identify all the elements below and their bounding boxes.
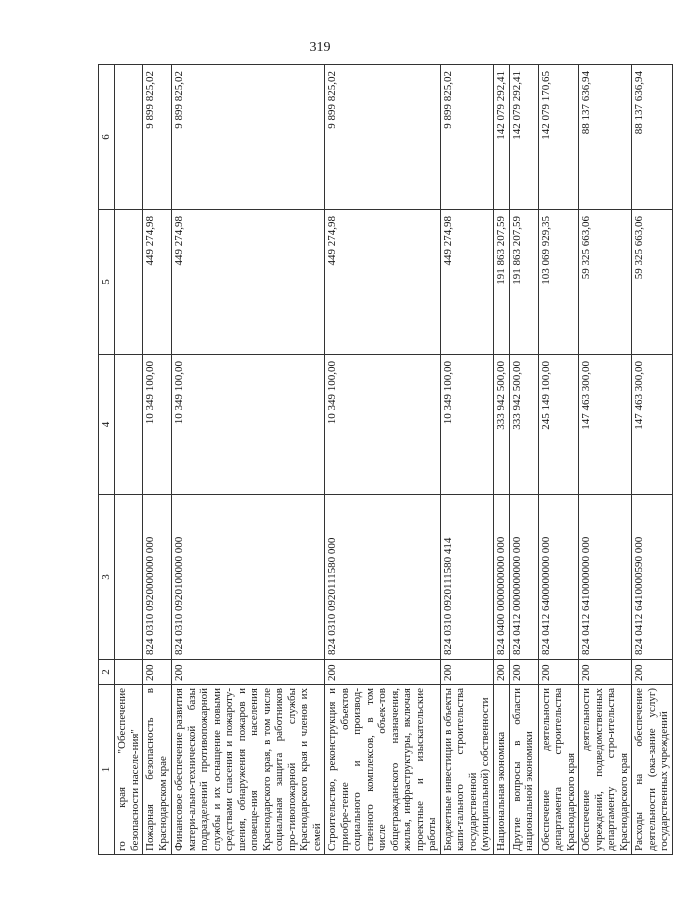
row-description: Национальная экономика [493,685,509,855]
row-kbk: 824 0310 0920111580 414 [440,495,493,660]
row-remainder [115,65,143,210]
row-code: 200 [325,660,441,685]
row-executed: 449 274,98 [172,210,325,355]
page-number: 319 [309,40,331,55]
row-remainder: 9 899 825,02 [325,65,441,210]
row-code: 200 [538,660,579,685]
row-executed: 191 863 207,59 [493,210,509,355]
row-kbk [115,495,143,660]
row-kbk: 824 0400 0000000000 000 [493,495,509,660]
row-plan: 333 942 500,00 [493,355,509,495]
header-cell: 3 [99,495,115,660]
table-row [493,65,509,855]
table-row [632,65,673,855]
row-remainder: 142 079 292,41 [493,65,509,210]
header-cell: 4 [99,355,115,495]
table-row [509,65,538,855]
table-row [172,65,325,855]
row-code [115,660,143,685]
row-plan: 10 349 100,00 [440,355,493,495]
rotated-table-container [98,65,670,855]
row-plan: 10 349 100,00 [172,355,325,495]
row-plan: 10 349 100,00 [325,355,441,495]
row-remainder: 88 137 636,94 [632,65,673,210]
row-code: 200 [493,660,509,685]
row-executed: 449 274,98 [440,210,493,355]
row-kbk: 824 0412 6410000000 000 [579,495,632,660]
table-row [440,65,493,855]
row-plan [115,355,143,495]
row-code: 200 [579,660,632,685]
row-code: 200 [440,660,493,685]
row-remainder: 142 079 292,41 [509,65,538,210]
row-kbk: 824 0310 0920111580 000 [325,495,441,660]
row-description: Обеспечение деятельности департамента строительства Краснодарского края [538,685,579,855]
header-cell: 6 [99,65,115,210]
row-remainder: 9 899 825,02 [143,65,172,210]
row-description: Другие вопросы в области национальной экономики [509,685,538,855]
row-executed: 103 069 929,35 [538,210,579,355]
row-description: Обеспечение деятельности учреждений, подведомственных департаменту стро-ительства Краснодарского края [579,685,632,855]
table-header-row [99,65,115,855]
row-plan: 245 149 100,00 [538,355,579,495]
header-cell: 1 [99,685,115,855]
row-executed [115,210,143,355]
budget-table [98,64,673,855]
row-kbk: 824 0310 0920100000 000 [172,495,325,660]
row-plan: 10 349 100,00 [143,355,172,495]
row-kbk: 824 0412 6410000590 000 [632,495,673,660]
row-description: го края "Обеспечение безопасности населе-ния" [115,685,143,855]
table-row [325,65,441,855]
row-code: 200 [509,660,538,685]
table-row [143,65,172,855]
row-description: Строительство, реконструкция и приобре-тение объектов социального и производ-ственного комплексов, в том числе объек-тов общегражданского назначения, жилья, инфраструктуры, включая проектные и изыскательские работы [325,685,441,855]
row-plan: 333 942 500,00 [509,355,538,495]
row-plan: 147 463 300,00 [579,355,632,495]
row-executed: 59 325 663,06 [579,210,632,355]
row-description: Пожарная безопасность в Краснодарском крае [143,685,172,855]
row-executed: 449 274,98 [325,210,441,355]
row-executed: 191 863 207,59 [509,210,538,355]
table-row [115,65,143,855]
row-executed: 59 325 663,06 [632,210,673,355]
row-remainder: 9 899 825,02 [172,65,325,210]
row-remainder: 88 137 636,94 [579,65,632,210]
row-kbk: 824 0310 0920000000 000 [143,495,172,660]
header-cell: 5 [99,210,115,355]
header-cell: 2 [99,660,115,685]
row-remainder: 9 899 825,02 [440,65,493,210]
row-code: 200 [172,660,325,685]
row-remainder: 142 079 170,65 [538,65,579,210]
table-row [579,65,632,855]
row-description: Финансовое обеспечение развития матери-ально-технической базы подразделений противопожарной службы и их оснащение новыми средствами спасения и пожароту-шения, обнаружения пожаров и оповеще-ния населения Краснодарского края, в том числе социальная защита работников про-тивопожарной службы Краснодарского края и членов их семей [172,685,325,855]
row-kbk: 824 0412 6400000000 000 [538,495,579,660]
row-plan: 147 463 300,00 [632,355,673,495]
row-code: 200 [143,660,172,685]
row-executed: 449 274,98 [143,210,172,355]
row-code: 200 [632,660,673,685]
row-description: Расходы на обеспечение деятельности (ока-зание услуг) государственных учреждений [632,685,673,855]
row-description: Бюджетные инвестиции в объекты капи-тального строительства государственной (муниципальной) собственности [440,685,493,855]
row-kbk: 824 0412 0000000000 000 [509,495,538,660]
table-row [538,65,579,855]
